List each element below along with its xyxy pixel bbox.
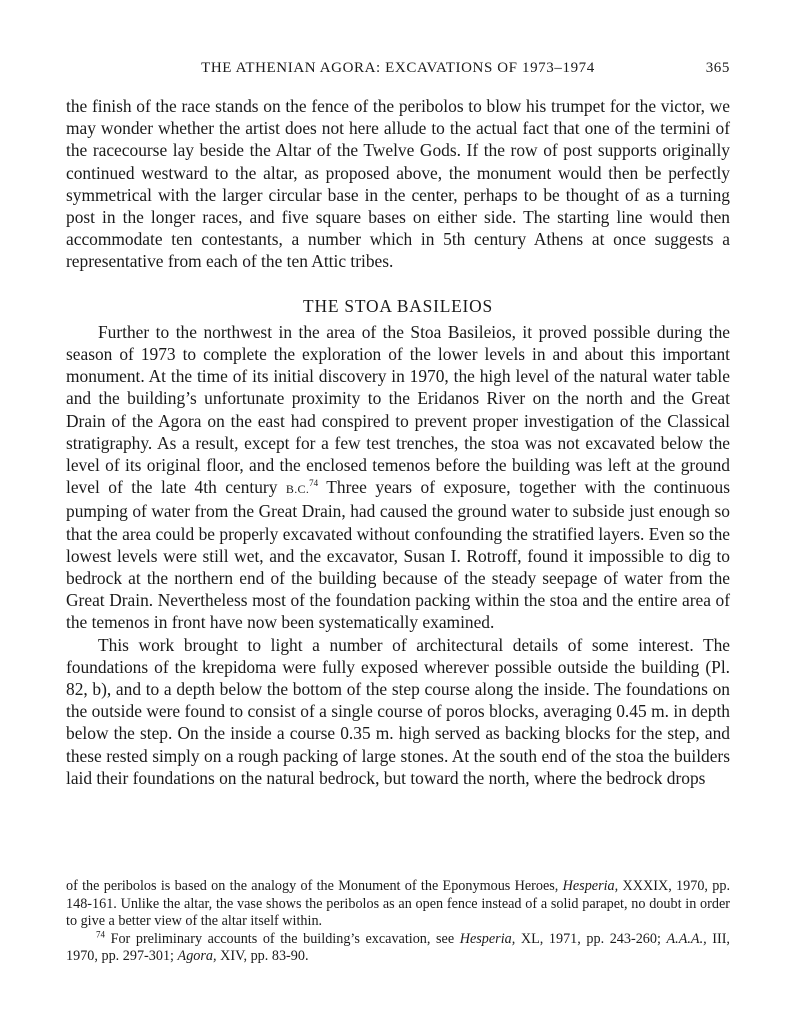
footnote-text: of the peribolos is based on the analogy of the Monument of the Eponymous Heroes, [66,878,563,894]
journal-title: A.A.A., [666,930,707,947]
footnote-continued [66,878,730,931]
footnote-number: 74 [96,929,105,940]
journal-title: Agora, [177,948,217,965]
section-heading: THE STOA BASILEIOS [303,295,493,316]
paragraph-architectural-details: This work brought to light a number of architectural details of some interest. The foundations of the krepidoma were fully exposed wherever possible outside the building (Pl. 82, b), and to a depth below the bottom of the step course along the inside. The foundations on the outside were found to consist of a single course of poros blocks, averaging 0.45 m. in depth below the step. On the inside a course 0.35 m. high served as backing blocks for the step, and these rested simply on a rough packing of large stones. At the south end of the stoa the builders laid their foundations on the natural bedrock, but toward the north, where the bedrock drops [66,634,730,788]
paragraph-text: Three years of exposure, together with the continuous pumping of water from the Great Drain, had caused the ground water to subside just enough so that the area could be properly excavated without confounding the stratified layers. Even so the lowest levels were still wet, and the excavator, Susan I. Rotroff, found it impossible to dig to bedrock at the northern end of the building because of the steady seepage of water from the Great Drain. Nevertheless most of the foundation packing within the stoa and the entire area of the temenos in front have now been systematically examined. [66,477,730,633]
page-number: 365 [705,60,730,76]
footnote-text: XIV, pp. 83-90. [216,948,309,965]
journal-title: Hesperia, [562,878,619,894]
footnote-text: XXXIX, 1970, pp. 148-161. Unlike the altar, the vase shows the peribolos as an open fence instead of a solid parapet, no doubt in order to give a better view of the altar itself within. [66,878,730,930]
running-header [66,60,730,82]
running-title: THE ATHENIAN AGORA: EXCAVATIONS OF 1973–1974 [201,60,595,76]
paragraph-text: Further to the northwest in the area of the Stoa Basileios, it proved possible during the season of 1973 to complete the exploration of the lower levels in and about this important monument. At the time of its initial discovery in 1970, the high level of the natural water table and the building’s unfortunate proximity to the Eridanos River on the north and the Great Drain of the Agora on the east had conspired to prevent proper investigation of the Classical stratigraphy. As a result, except for a few test trenches, the stoa was not excavated below the level of its original floor, and the enclosed temenos before the building was left at the ground level of the late 4th century [66,321,730,498]
footnote-text: XL, 1971, pp. 243-260; [515,930,667,947]
era-abbreviation: B.C. [285,482,310,497]
paragraph-continued: the finish of the race stands on the fence of the peribolos to blow his trumpet for the victor, we may wonder whether the artist does not here allude to the actual fact that one of the termini of the racecourse lay beside the Altar of the Twelve Gods. If the row of post supports originally continued westward to the altar, as proposed above, the monument would then be perfectly symmetrical with the larger circular base in the center, perhaps to be thought of as a turning post in the longer races, and five square bases on either side. The starting line would then accommodate ten contestants, a number which in 5th century Athens at once suggests a representative from each of the ten Attic tribes. [66,96,730,272]
footnote-text: III, 1970, pp. 297-301; [66,930,730,965]
footnote-text: For preliminary accounts of the building’s excavation, see [105,930,460,947]
footnote-reference: 74 [309,478,319,489]
footnote-74 [66,931,730,966]
footnotes [66,878,730,966]
main-text [66,95,730,789]
paragraph-stoa-intro [66,321,730,634]
journal-title: Hesperia, [459,930,516,947]
